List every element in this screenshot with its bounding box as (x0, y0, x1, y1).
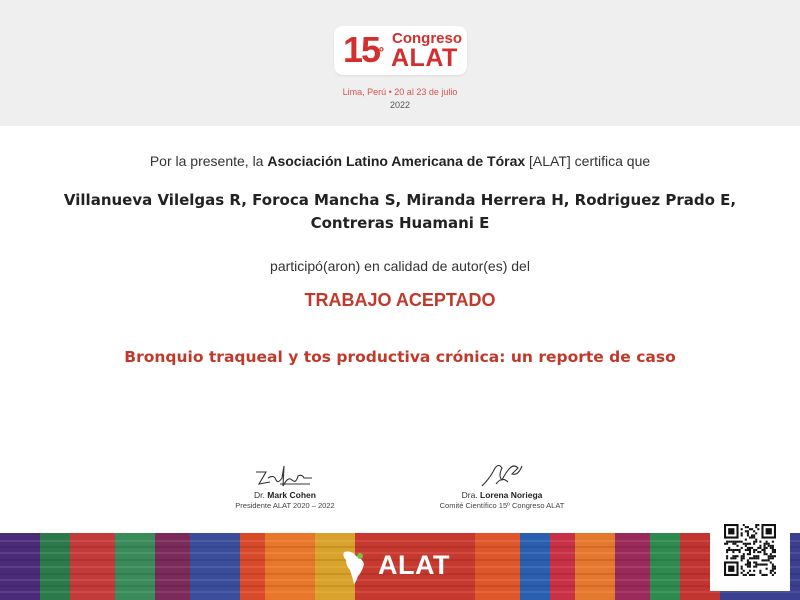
signer-1-role: Presidente ALAT 2020 – 2022 (235, 501, 335, 510)
qr-code[interactable] (710, 519, 790, 591)
congress-logo (334, 26, 467, 75)
author-list: Villanueva Vilelgas R, Foroca Mancha S, Miranda Herrera H, Rodriguez Prado E, Contreras Huamani E (63, 191, 737, 232)
signer-2-role: Comité Científico 15º Congreso ALAT (439, 501, 565, 510)
logo-congreso-text: Congreso (392, 30, 463, 47)
qr-code-icon (724, 524, 776, 576)
work-title: Bronquio traqueal y tos productiva crónica: un reporte de caso (124, 348, 676, 366)
footer-brand: ALAT (378, 550, 450, 580)
logo-number: $15^º$ (343, 29, 384, 70)
latin-america-map-icon (338, 546, 378, 586)
certificate-header (0, 0, 800, 126)
award-heading: TRABAJO ACEPTADO (304, 290, 496, 310)
participation-statement: participó(aron) en calidad de autor(es) del (270, 258, 530, 274)
organization-name: Asociación Latino Americana de Tórax (267, 153, 526, 169)
signature-1-icon (250, 462, 320, 490)
signer-2-name: Dra. Lorena Noriega (461, 490, 543, 500)
congress-year: 2022 (389, 100, 411, 110)
certificate-intro: Por la presente, la Asociación Latino Americana de Tórax [ALAT] certifica que (149, 153, 651, 169)
logo-alat-text: ALAT (391, 44, 458, 72)
signature-block-president (205, 462, 365, 511)
signature-block-committee (412, 458, 592, 511)
congress-location-dates: Lima, Perú • 20 al 23 de julio (342, 87, 458, 97)
signer-1-name: Dr. Mark Cohen (254, 490, 316, 500)
signature-2-icon (472, 458, 532, 490)
